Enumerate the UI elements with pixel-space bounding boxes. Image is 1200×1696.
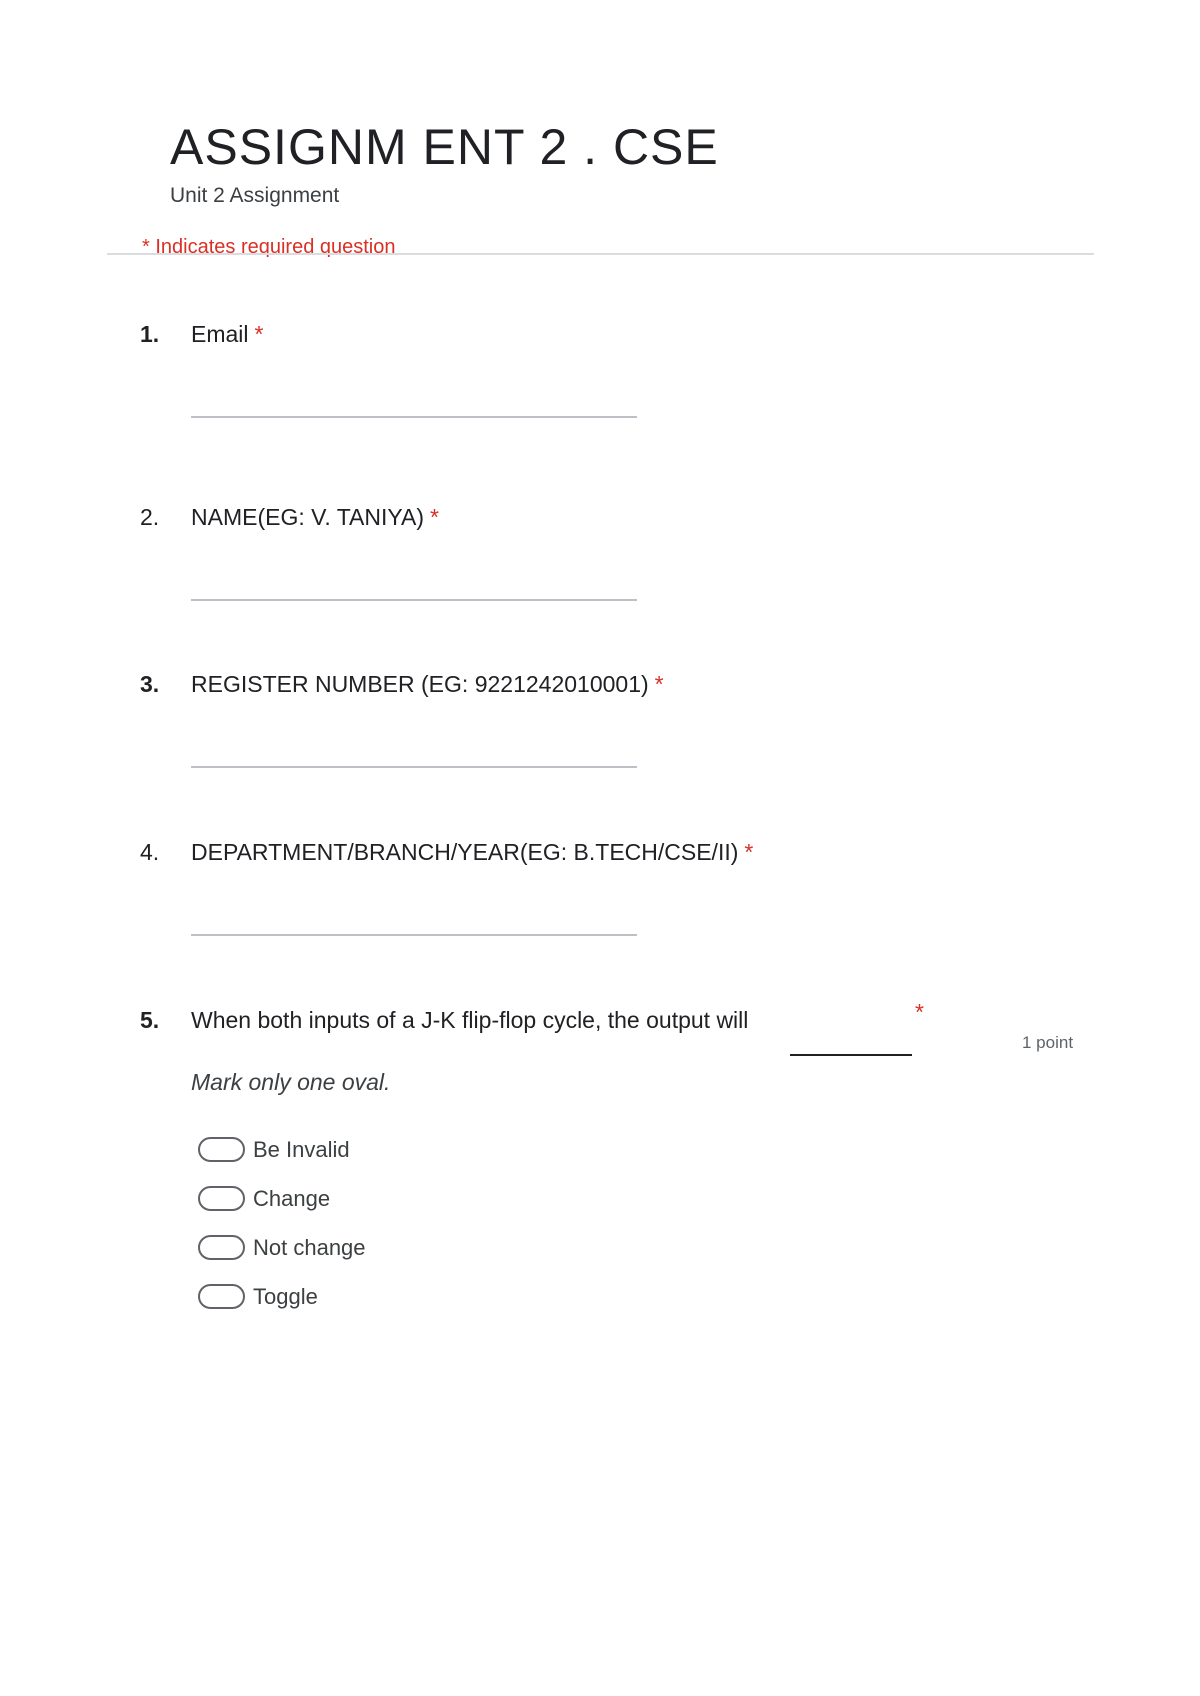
required-star: * xyxy=(744,839,754,865)
radio-oval-icon[interactable] xyxy=(198,1186,245,1211)
register-number-input[interactable] xyxy=(191,766,637,768)
radio-oval-icon[interactable] xyxy=(198,1284,245,1309)
required-star: * xyxy=(915,999,924,1025)
option-label: Toggle xyxy=(253,1283,318,1309)
option-label: Change xyxy=(253,1185,331,1211)
question-label: NAME(EG: V. TANIYA) xyxy=(191,504,425,530)
question-text: When both inputs of a J-K flip-flop cycle, the output will xyxy=(191,1007,749,1033)
form-subtitle: Unit 2 Assignment xyxy=(170,184,340,207)
question-number: 1. xyxy=(140,321,160,347)
option-label: Be Invalid xyxy=(253,1136,350,1162)
required-note: * Indicates required question xyxy=(142,236,396,258)
question-text xyxy=(191,839,753,866)
required-star: * xyxy=(430,504,439,530)
question-number: 3. xyxy=(140,671,160,697)
option-label: Not change xyxy=(253,1234,366,1260)
option-list xyxy=(198,1125,366,1321)
question-number: 2. xyxy=(140,504,160,530)
radio-oval-icon[interactable] xyxy=(198,1137,245,1162)
points-label: 1 point xyxy=(1022,1033,1074,1052)
department-input[interactable] xyxy=(191,934,637,936)
option-not-change[interactable] xyxy=(198,1223,366,1272)
radio-oval-icon[interactable] xyxy=(198,1235,245,1260)
instruction-text: Mark only one oval. xyxy=(191,1069,391,1095)
question-number: 4. xyxy=(140,839,160,865)
fill-in-blank-line xyxy=(790,1054,912,1056)
email-input[interactable] xyxy=(191,416,637,418)
required-star: * xyxy=(254,321,264,347)
question-text xyxy=(191,321,263,348)
question-text xyxy=(191,671,664,698)
option-toggle[interactable] xyxy=(198,1272,366,1321)
option-be-invalid[interactable] xyxy=(198,1125,366,1174)
question-label: Email xyxy=(191,321,249,347)
required-star: * xyxy=(654,671,664,697)
form-title: ASSIGNM ENT 2 . CSE xyxy=(170,119,719,175)
question-text xyxy=(191,504,439,531)
question-label: DEPARTMENT/BRANCH/YEAR(EG: B.TECH/CSE/II) xyxy=(191,839,739,865)
question-number: 5. xyxy=(140,1007,160,1033)
name-input[interactable] xyxy=(191,599,637,601)
header-divider xyxy=(107,253,1094,255)
question-label: REGISTER NUMBER (EG: 9221242010001) xyxy=(191,671,649,697)
option-change[interactable] xyxy=(198,1174,366,1223)
